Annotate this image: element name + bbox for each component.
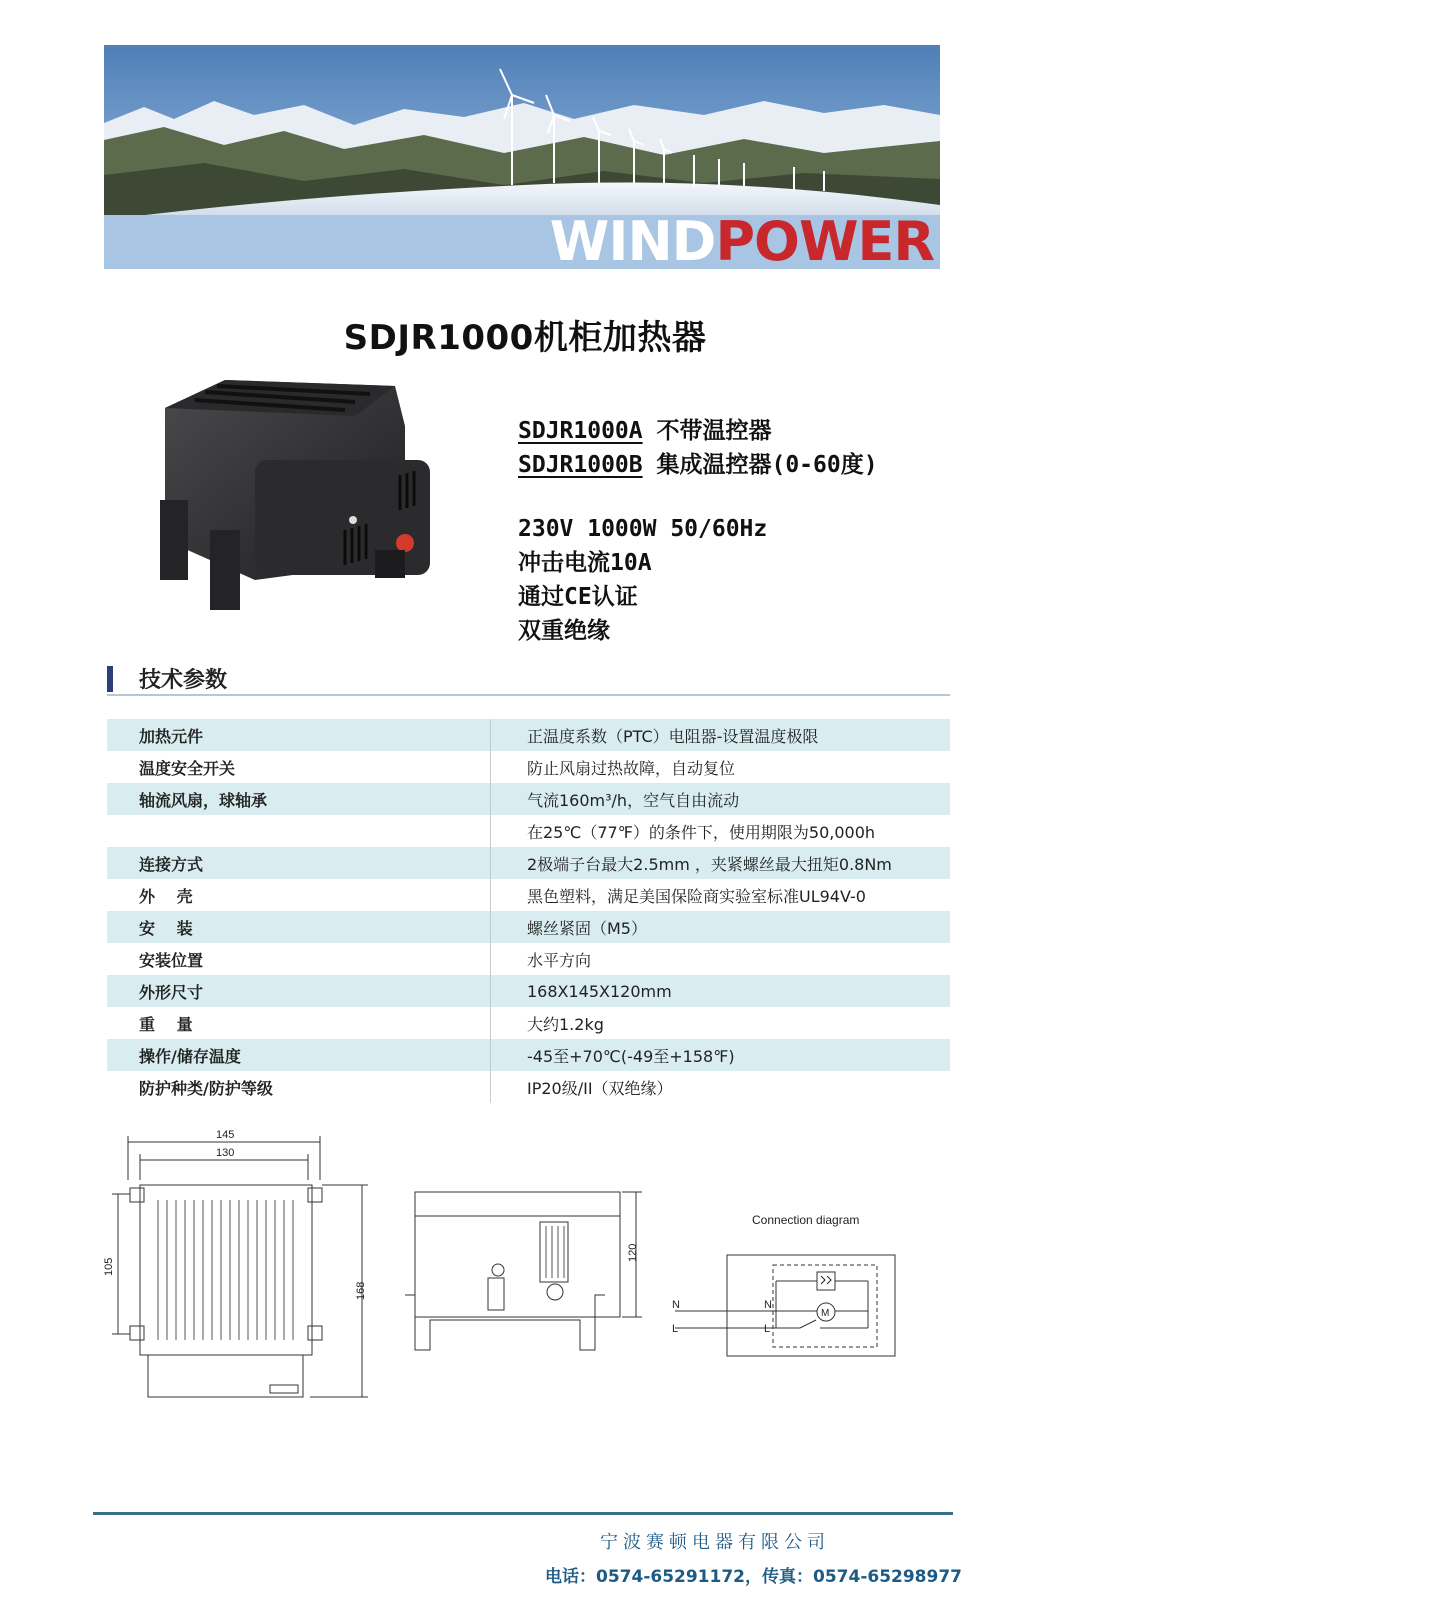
table-row [107, 1007, 950, 1039]
spec-value: 螺丝紧固（M5） [491, 911, 950, 943]
company-name: 宁波赛顿电器有限公司 [600, 1532, 830, 1553]
spec-value: 防止风扇过热故障，自动复位 [527, 758, 736, 778]
spec-label: 外形尺寸 [107, 975, 490, 1007]
table-row [107, 911, 950, 943]
table-row [107, 943, 950, 975]
spec-label: 加热元件 [107, 719, 490, 751]
dimension-label: 130 [216, 1147, 235, 1159]
windpower-banner [104, 45, 940, 273]
spec-label: 操作/储存温度 [107, 1039, 490, 1071]
spec-value: -45至+70℃(-49至+158℉) [491, 1039, 950, 1071]
terminal-l-label: L [764, 1323, 771, 1335]
spec-table [107, 719, 950, 1103]
table-row [107, 751, 950, 783]
spec-label: 安 装 [107, 911, 490, 943]
spec-value: 水平方向 [527, 950, 592, 970]
model-a-line [518, 416, 771, 446]
heater-product-image [155, 380, 455, 630]
side-view-drawing [405, 1192, 642, 1350]
spec-label: 外 壳 [139, 886, 193, 906]
model-b-line [518, 450, 878, 480]
terminal-l-label: L [672, 1323, 679, 1335]
spec-value: IP20级/II（双绝缘） [527, 1078, 673, 1098]
section-title: 技术参数 [139, 668, 228, 693]
table-row [107, 815, 950, 847]
table-row [107, 975, 950, 1007]
terminal-n-label: N [672, 1299, 680, 1311]
spec-value: 气流160m³/h，空气自由流动 [491, 783, 950, 815]
table-row [107, 1039, 950, 1071]
model-a-code: SDJR1000A [518, 418, 643, 444]
dimension-label: 168 [355, 1281, 367, 1300]
model-a-description: 不带温控器 [656, 418, 772, 444]
front-view-drawing [103, 1129, 368, 1397]
spec-label: 防护种类/防护等级 [139, 1078, 273, 1098]
spec-value: 168X145X120mm [491, 975, 950, 1007]
table-row [107, 719, 950, 751]
footer-divider [93, 1512, 953, 1515]
feature-line: 双重绝缘 [518, 618, 610, 644]
technical-drawing [100, 1129, 920, 1430]
spec-value: 大约1.2kg [527, 1014, 604, 1034]
page-title: SDJR1000机柜加热器 [343, 318, 707, 358]
table-row [107, 1071, 950, 1103]
feature-line: 230V 1000W 50/60Hz [518, 516, 768, 542]
spec-label: 轴流风扇，球轴承 [107, 783, 490, 815]
windpower-logo: WINDPOWER [549, 210, 934, 273]
model-b-code: SDJR1000B [518, 452, 643, 478]
connection-diagram-title: Connection diagram [752, 1213, 860, 1227]
spec-label: 重 量 [139, 1014, 193, 1034]
connection-diagram [672, 1213, 895, 1356]
spec-value: 2极端子台最大2.5mm ，夹紧螺丝最大扭矩0.8Nm [491, 847, 950, 879]
dimension-label: 105 [103, 1257, 115, 1276]
heading-accent-bar [107, 666, 113, 692]
motor-label: M [821, 1308, 830, 1319]
spec-value: 正温度系数（PTC）电阻器-设置温度极限 [491, 719, 950, 751]
spec-value: 黑色塑料，满足美国保险商实验室标准UL94V-0 [527, 886, 866, 906]
section-heading [107, 662, 950, 696]
table-row [107, 783, 950, 815]
dimension-label: 145 [216, 1129, 235, 1141]
table-row [107, 847, 950, 879]
spec-label: 温度安全开关 [139, 758, 236, 778]
spec-label: 安装位置 [139, 950, 204, 970]
feature-line: 冲击电流10A [518, 550, 652, 576]
contact-info: 电话：0574-65291172，传真：0574-65298977 [545, 1567, 962, 1587]
dimension-label: 120 [627, 1243, 639, 1262]
model-b-description: 集成温控器(0-60度) [656, 452, 878, 478]
spec-label: 连接方式 [107, 847, 490, 879]
feature-line: 通过CE认证 [518, 584, 638, 610]
spec-label [107, 815, 490, 847]
table-row [107, 879, 950, 911]
terminal-n-label: N [764, 1299, 772, 1311]
spec-value: 在25℃（77℉）的条件下，使用期限为50,000h [527, 822, 876, 842]
